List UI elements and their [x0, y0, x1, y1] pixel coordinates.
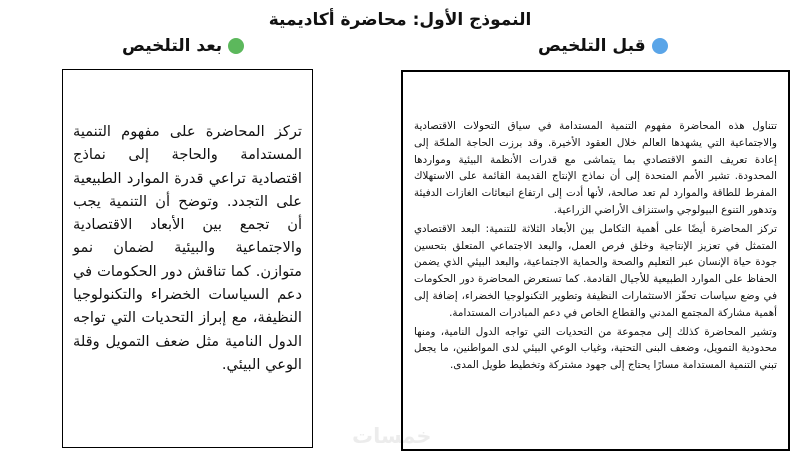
original-paragraph: تركز المحاضرة أيضًا على أهمية التكامل بين الأبعاد الثلاثة للتنمية: البعد الاقتصادي المتمثل في تعزيز الإنتاجية وخلق فرص العمل، والبعد الاجتماعي المتعلق بتحسين جودة حياة الإنسان عبر التعليم والصحة والحماية الاجتماعية، والبعد البيئي الذي يضمن الحفاظ على الموارد الطبيعية للأجيال القادمة. كما تستعرض المحاضرة دور الحكومات في وضع سياسات تحفّز الاستثمارات النظيفة وتطوير التكنولوجيا الخضراء، إضافة إلى أهمية مشاركة المجتمع المدني والقطاع الخاص في دعم المبادرات المستدامة.	[414, 222, 777, 319]
before-summary-heading	[538, 36, 668, 56]
before-summary-label: قبل التلخيص	[538, 36, 646, 56]
page-title: النموذج الأول: محاضرة أكاديمية	[268, 10, 532, 30]
watermark-logo: خمسات	[352, 424, 432, 448]
summary-paragraph: تركز المحاضرة على مفهوم التنمية المستدامة والحاجة إلى نماذج اقتصادية تراعي قدرة الموارد الطبيعية على التجدد. وتوضح أن التنمية يجب أن تجمع بين الأبعاد الاقتصادية والاجتماعية والبيئية لضمان نمو متوازن. كما تناقش دور الحكومات في دعم السياسات الخضراء والتكنولوجيا النظيفة، مع إبراز التحديات التي تواجه الدول النامية مثل ضعف التمويل وقلة الوعي البيئي.	[73, 123, 302, 373]
green-circle-icon	[228, 38, 244, 54]
after-summary-heading	[122, 36, 244, 56]
blue-circle-icon	[652, 38, 668, 54]
original-paragraph: وتشير المحاضرة كذلك إلى مجموعة من التحديات التي تواجه الدول النامية، ومنها محدودية التمويل، وضعف البنى التحتية، وغياب الوعي البيئي لدى المواطنين، ما يجعل تبني التنمية المستدامة مسارًا يحتاج إلى جهود مشتركة وتخطيط طويل المدى.	[414, 325, 777, 372]
original-text-panel	[401, 70, 790, 451]
after-summary-label: بعد التلخيص	[122, 36, 223, 56]
original-paragraph: تتناول هذه المحاضرة مفهوم التنمية المستدامة في سياق التحولات الاقتصادية والاجتماعية التي يشهدها العالم خلال العقود الأخيرة. وقد برزت الحاجة الملحّة إلى إعادة تعريف النمو الاقتصادي بما يتماشى مع قدرات الأنظمة البيئية ومواردها المحدودة. تشير الأمم المتحدة إلى أن نماذج الإنتاج القديمة القائمة على الاستهلاك المفرط للطاقة والموارد لم تعد صالحة، لأنها أدت إلى ارتفاع انبعاثات الغازات الدفيئة وتدهور التنوع البيولوجي واستنزاف الأراضي الزراعية.	[414, 120, 777, 216]
summary-text-panel	[62, 69, 313, 448]
